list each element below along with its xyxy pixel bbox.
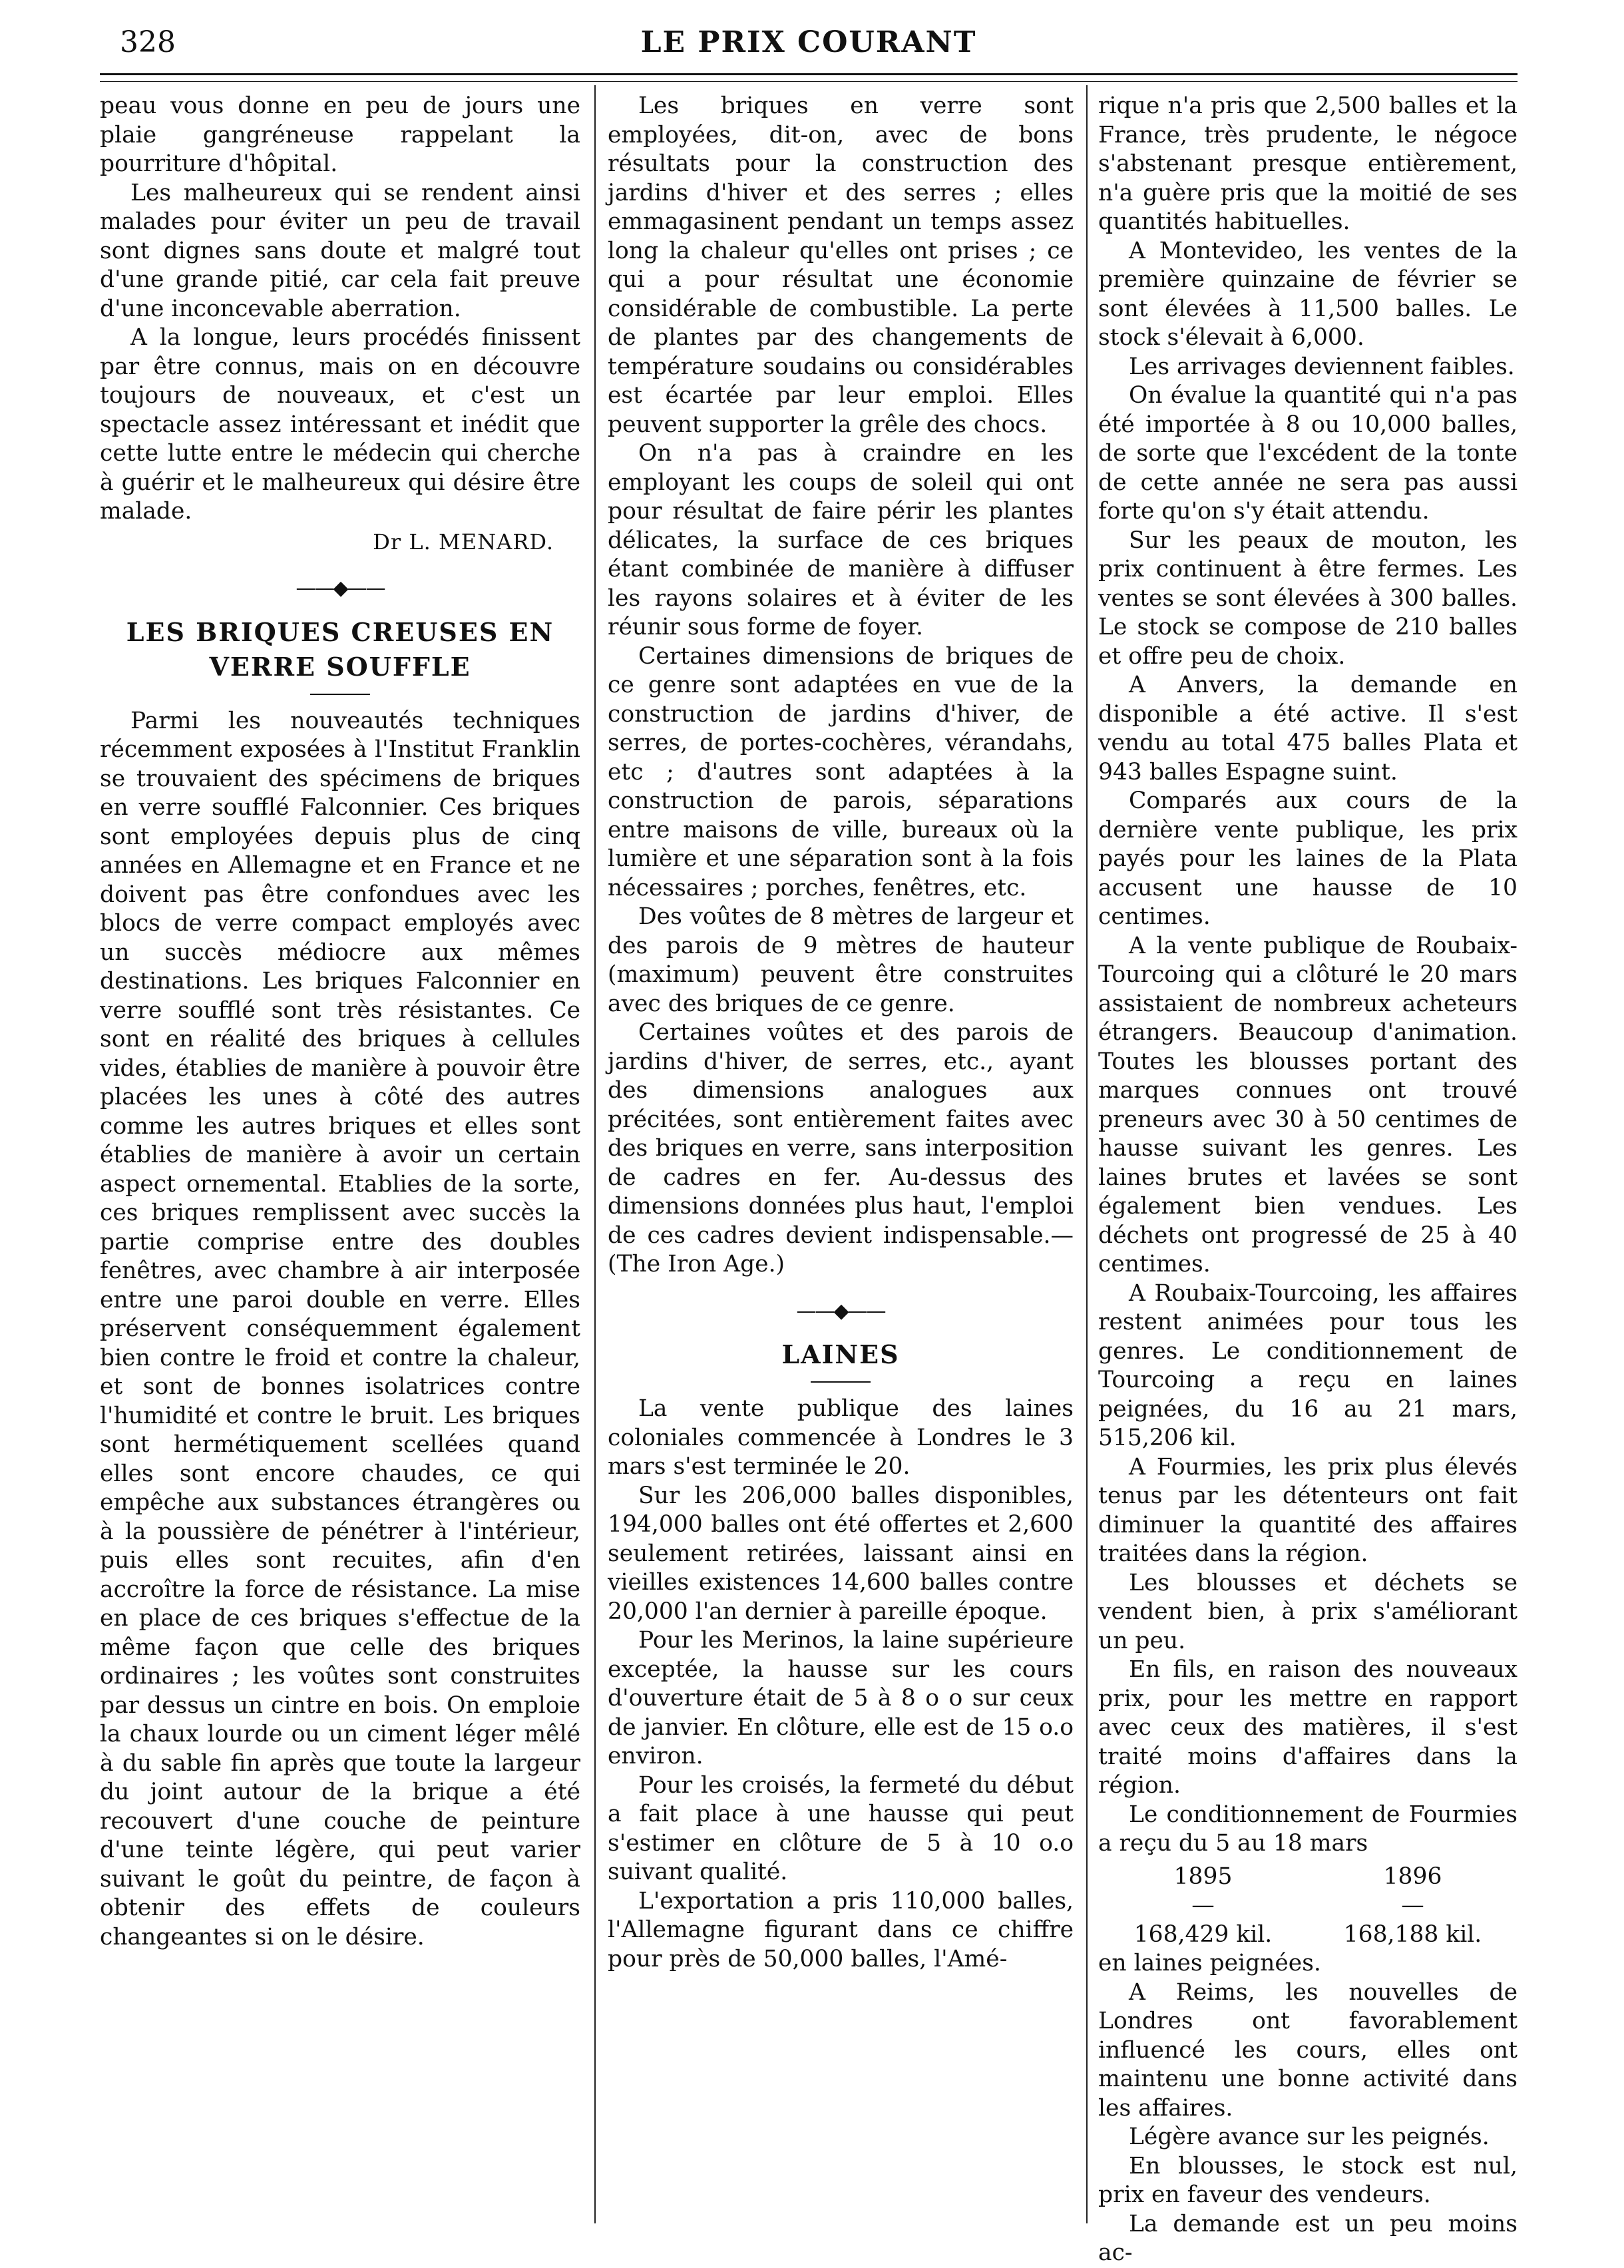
paragraph: Pour les croisés, la fermeté du début a fait place à une hausse qui peut s'estimer en clôture de 5 à 10 o.o suivant qualité. (608, 1771, 1074, 1885)
column-1 (100, 92, 580, 1952)
paragraph: A Montevideo, les ventes de la première quinzaine de février se sont élevées à 11,500 balles. Le stock s'élevait à 6,000. (1098, 237, 1518, 351)
paragraph: L'exportation a pris 110,000 balles, l'Allemagne figurant dans ce chiffre pour près de 50,000 balles, l'Amé- (608, 1887, 1074, 1972)
paragraph: Les arrivages deviennent faibles. (1129, 353, 1515, 380)
paragraph: Sur les 206,000 balles disponibles, 194,000 balles ont été offertes et 2,600 seulement retirées, laissant ainsi en vieilles existences 14,600 balles contre 20,000 l'an dernier à pareille époque. (608, 1482, 1074, 1625)
paragraph: A la vente publique de Roubaix-Tourcoing qui a clôturé le 20 mars assistaient de nombreux acheteurs étrangers. Beaucoup d'animation. Toutes les blousses portant des marques connues ont trouvé preneurs avec 30 à 50 centimes de hausse suivant les genres. Les laines brutes et lavées se sont également bien vendues. Les déchets ont progressé de 25 à 40 centimes. (1098, 932, 1518, 1277)
section-ornament: ——◆—— (796, 1299, 885, 1323)
author-signature: Dr L. MENARD. (373, 529, 554, 555)
header-rule-thin (100, 81, 1518, 82)
paragraph: A Roubaix-Tourcoing, les affaires restent animées pour tous les genres. Le conditionnement de Tourcoing a reçu en laines peignées, du 16 au 21 mars, 515,206 kil. (1098, 1279, 1518, 1451)
table-row (1098, 1921, 1518, 1950)
paragraph: A la longue, leurs procédés finissent par être connus, mais on en découvre toujours de nouveaux, et c'est un spectacle assez intéressant et inédit que cette lutte entre le médecin qui cherche à guérir et le malheureux qui désire être malade. (100, 324, 580, 525)
paragraph: La vente publique des laines coloniales commencée à Londres le 3 mars s'est terminée le 20. (608, 1395, 1074, 1480)
table-value: 168,188 kil. (1343, 1921, 1482, 1948)
paragraph: Certaines dimensions de briques de ce genre sont adaptées en vue de la construction de jardins d'hiver, de serres, de portes-cochères, vérandahs, etc ; d'autres sont adaptées à la construction de parois, séparations entre maisons de ville, bureaux où la lumière et une séparation sont à la fois nécessaires ; porches, fenêtres, etc. (608, 642, 1074, 901)
table-dash: — (1401, 1892, 1424, 1919)
paragraph: Des voûtes de 8 mètres de largeur et des parois de 9 mètres de hauteur (maximum) peuvent être construites avec des briques de ce genre. (608, 903, 1074, 1017)
paragraph: Certaines voûtes et des parois de jardins d'hiver, de serres, etc., ayant des dimensions analogues aux précitées, sont entièrement faites avec des briques en verre, sans interposition de cadres en fer. Au-dessus des dimensions données plus haut, l'emploi de ces cadres devient indispensable.—(The Iron Age.) (608, 1019, 1074, 1277)
column-3 (1098, 92, 1518, 2268)
paragraph: En fils, en raison des nouveaux prix, pour les mettre en rapport avec ceux des matières, il s'est traité moins d'affaires dans la région. (1098, 1656, 1518, 1799)
column-divider-2 (1086, 85, 1088, 2223)
heading-rule (310, 694, 370, 695)
paragraph: peau vous donne en peu de jours une plaie gangréneuse rappelant la pourriture d'hôpital. (100, 93, 580, 177)
paragraph: en laines peignées. (1098, 1950, 1321, 1976)
paragraph: On n'a pas à craindre en les employant les coups de soleil qui ont pour résultat de faire périr les plantes délicates, la surface de ces briques étant combinée de manière à diffuser les rayons solaires et à éviter de les réunir sous forme de foyer. (608, 440, 1074, 640)
conditioning-table (1098, 1863, 1518, 1950)
page-header (100, 25, 1518, 65)
paragraph: Pour les Merinos, la laine supérieure exceptée, la hausse sur les cours d'ouverture était de 5 à 8 o o sur ceux de janvier. En clôture, elle est de 15 o.o environ. (608, 1627, 1074, 1769)
paragraph: Les blousses et déchets se vendent bien, à prix s'améliorant un peu. (1098, 1569, 1518, 1654)
paragraph: Sur les peaux de mouton, les prix continuent à être fermes. Les ventes se sont élevées à 300 balles. Le stock se compose de 210 balles et offre peu de choix. (1098, 527, 1518, 670)
heading-rule (811, 1381, 871, 1383)
table-row (1098, 1891, 1518, 1921)
paragraph: Les briques en verre sont employées, dit-on, avec de bons résultats pour la construction des jardins d'hiver et des serres ; elles emmagasinent pendant un temps assez long la chaleur qu'elles ont prises ; ce qui a pour résultat une économie considérable de combustible. La perte de plantes par des changements de température soudains ou considérables est écartée par leur emploi. Elles peuvent supporter la grêle des chocs. (608, 93, 1074, 438)
table-row (1098, 1863, 1518, 1892)
table-year: 1896 (1383, 1863, 1442, 1890)
article-heading: LES BRIQUES CREUSES EN VERRE SOUFFLE (126, 616, 554, 682)
paragraph: Le conditionnement de Fourmies a reçu du 5 au 18 mars (1098, 1801, 1518, 1857)
paragraph: A Fourmies, les prix plus élevés tenus par les détenteurs ont fait diminuer la quantité des affaires traitées dans la région. (1098, 1453, 1518, 1567)
header-rule (100, 73, 1518, 75)
table-dash: — (1191, 1892, 1215, 1919)
journal-title: LE PRIX COURANT (640, 25, 977, 59)
article-heading: LAINES (781, 1339, 900, 1369)
column-divider-1 (594, 85, 596, 2223)
paragraph: Légère avance sur les peignés. (1129, 2124, 1490, 2150)
paragraph: A Anvers, la demande en disponible a été active. Il s'est vendu au total 475 balles Plata et 943 balles Espagne suint. (1098, 672, 1518, 786)
paragraph: Comparés aux cours de la dernière vente publique, les prix payés pour les laines de la Plata accusent une hausse de 10 centimes. (1098, 788, 1518, 930)
page-number: 328 (120, 25, 176, 59)
table-value: 168,429 kil. (1133, 1921, 1273, 1948)
paragraph: A Reims, les nouvelles de Londres ont favorablement influencé les cours, elles ont maintenu une bonne activité dans les affaires. (1098, 1978, 1518, 2122)
section-ornament: ——◆—— (296, 576, 385, 600)
column-2 (608, 92, 1074, 1974)
paragraph: On évalue la quantité qui n'a pas été importée à 8 ou 10,000 balles, de sorte que l'excédent de la tonte de cette année ne sera pas aussi forte qu'on s'y était attendu. (1098, 382, 1518, 525)
table-year: 1895 (1173, 1863, 1233, 1890)
paragraph: Les malheureux qui se rendent ainsi malades pour éviter un peu de travail sont dignes sans doute et malgré tout d'une grande pitié, car cela fait preuve d'une inconcevable aberration. (100, 179, 580, 322)
paragraph: rique n'a pris que 2,500 balles et la France, très prudente, le négoce s'abstenant presque entièrement, n'a guère pris que la moitié de ses quantités habituelles. (1098, 93, 1518, 235)
paragraph: La demande est un peu moins ac- (1098, 2210, 1518, 2266)
paragraph: Parmi les nouveautés techniques récemment exposées à l'Institut Franklin se trouvaient des spécimens de briques en verre soufflé Falconnier. Ces briques sont employées depuis plus de cinq années en Allemagne et en France et ne doivent pas être confondues avec les blocs de verre compact employés avec un succès médiocre aux mêmes destinations. Les briques Falconnier en verre soufflé sont très résistantes. Ce sont en réalité des briques à cellules vides, établies de manière à pouvoir être placées les unes à côté des autres comme les autres briques et elles sont établies de manière à avoir un certain aspect ornemental. Etablies de la sorte, ces briques remplissent avec succès la partie comprise entre des doubles fenêtres, avec chambre à air interposée entre une paroi double en verre. Elles préservent conséquemment également bien contre le froid et contre la chaleur, et sont de bonnes isolatrices contre l'humidité et contre le bruit. Les briques sont hermétiquement scellées quand elles sont encore chaudes, ce qui empêche aux substances étrangères ou à la poussière de pénétrer à l'intérieur, puis elles sont recuites, afin d'en accroître la force de résistance. La mise en place de ces briques s'effectue de la même façon que celle des briques ordinaires ; les voûtes sont construites par dessus un cintre en bois. On emploie la chaux lourde ou un ciment léger mêlé à du sable fin après que toute la largeur du joint autour de la brique a été recouvert d'une couche de peinture d'une teinte légère, qui peut varier suivant le goût du peintre, de façon à obtenir des effets de couleurs changeantes si on le désire. (100, 707, 580, 1950)
paragraph: En blousses, le stock est nul, prix en faveur des vendeurs. (1098, 2152, 1518, 2208)
